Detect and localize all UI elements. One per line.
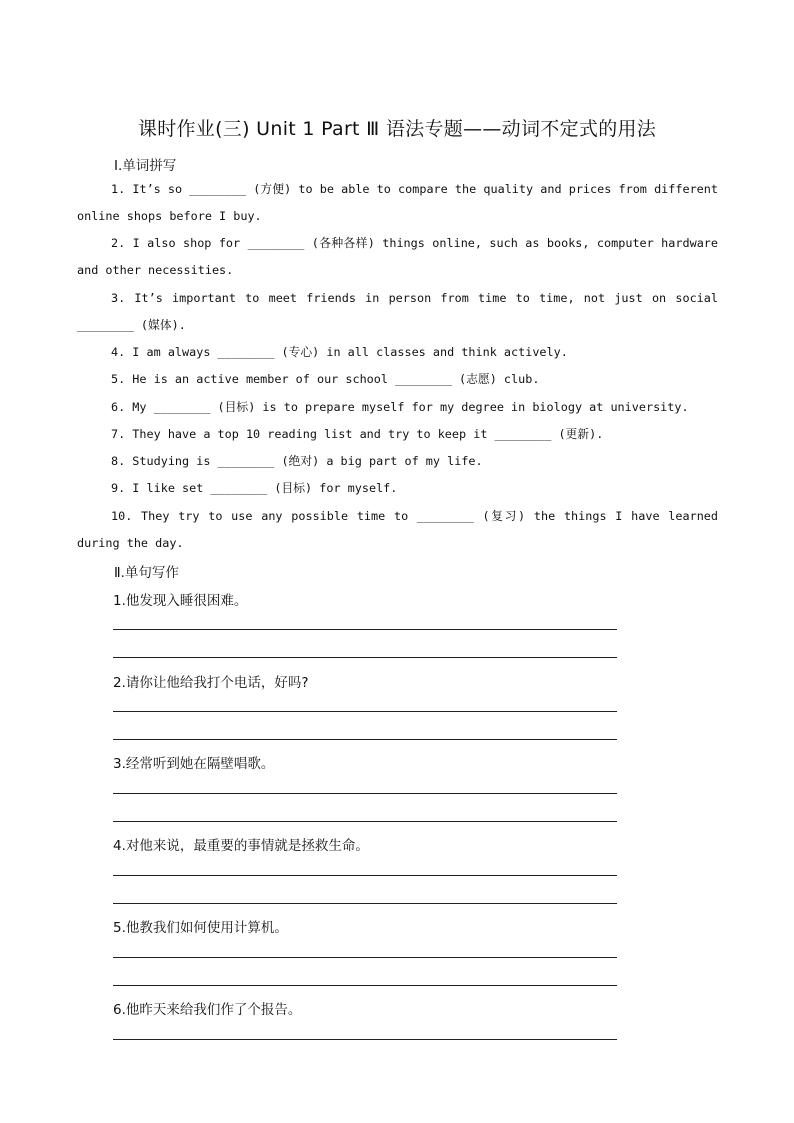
spelling-item-9: 9. I like set ________ (目标) for myself.: [111, 481, 398, 495]
spelling-item-5: 5. He is an active member of our school ________ (志愿) club.: [111, 372, 540, 386]
spelling-item-7: 7. They have a top 10 reading list and try to keep it ________ (更新).: [111, 427, 604, 441]
spelling-item-10: 10. They try to use any possible time to ________ (复习) the things I have learned during the day.: [77, 509, 718, 550]
answer-line[interactable]: [113, 957, 617, 958]
section-heading-sentence-writing: Ⅱ.单句写作: [114, 565, 179, 581]
spelling-item-3: 3. It’s important to meet friends in person from time to time, not just on social ________ (媒体).: [77, 291, 718, 332]
writing-question-2: 2.请你让他给我打个电话，好吗?: [113, 675, 309, 691]
page-title: 课时作业(三) Unit 1 Part Ⅲ 语法专题——动词不定式的用法: [137, 118, 657, 140]
answer-line[interactable]: [113, 793, 617, 794]
writing-question-5: 5.他教我们如何使用计算机。: [113, 920, 288, 936]
writing-question-4: 4.对他来说，最重要的事情就是拯救生命。: [113, 838, 369, 854]
writing-question-6: 6.他昨天来给我们作了个报告。: [113, 1002, 302, 1018]
answer-line[interactable]: [113, 739, 617, 740]
answer-line[interactable]: [113, 985, 617, 986]
answer-line[interactable]: [113, 903, 617, 904]
answer-line[interactable]: [113, 711, 617, 712]
writing-question-1: 1.他发现入睡很困难。: [113, 593, 248, 609]
writing-question-3: 3.经常听到她在隔壁唱歌。: [113, 756, 275, 772]
spelling-item-6: 6. My ________ (目标) is to prepare myself for my degree in biology at university.: [111, 400, 689, 414]
spelling-item-4: 4. I am always ________ (专心) in all classes and think actively.: [111, 345, 568, 359]
section-heading-word-spelling: Ⅰ.单词拼写: [114, 158, 177, 174]
answer-line[interactable]: [113, 657, 617, 658]
spelling-item-8: 8. Studying is ________ (绝对) a big part of my life.: [111, 454, 483, 468]
spelling-item-1: 1. It’s so ________ (方便) to be able to compare the quality and prices from different online shops before I buy.: [77, 182, 718, 223]
answer-line[interactable]: [113, 629, 617, 630]
answer-line[interactable]: [113, 875, 617, 876]
answer-line[interactable]: [113, 1039, 617, 1040]
answer-line[interactable]: [113, 821, 617, 822]
spelling-item-2: 2. I also shop for ________ (各种各样) things online, such as books, computer hardware and other necessities.: [77, 236, 718, 277]
